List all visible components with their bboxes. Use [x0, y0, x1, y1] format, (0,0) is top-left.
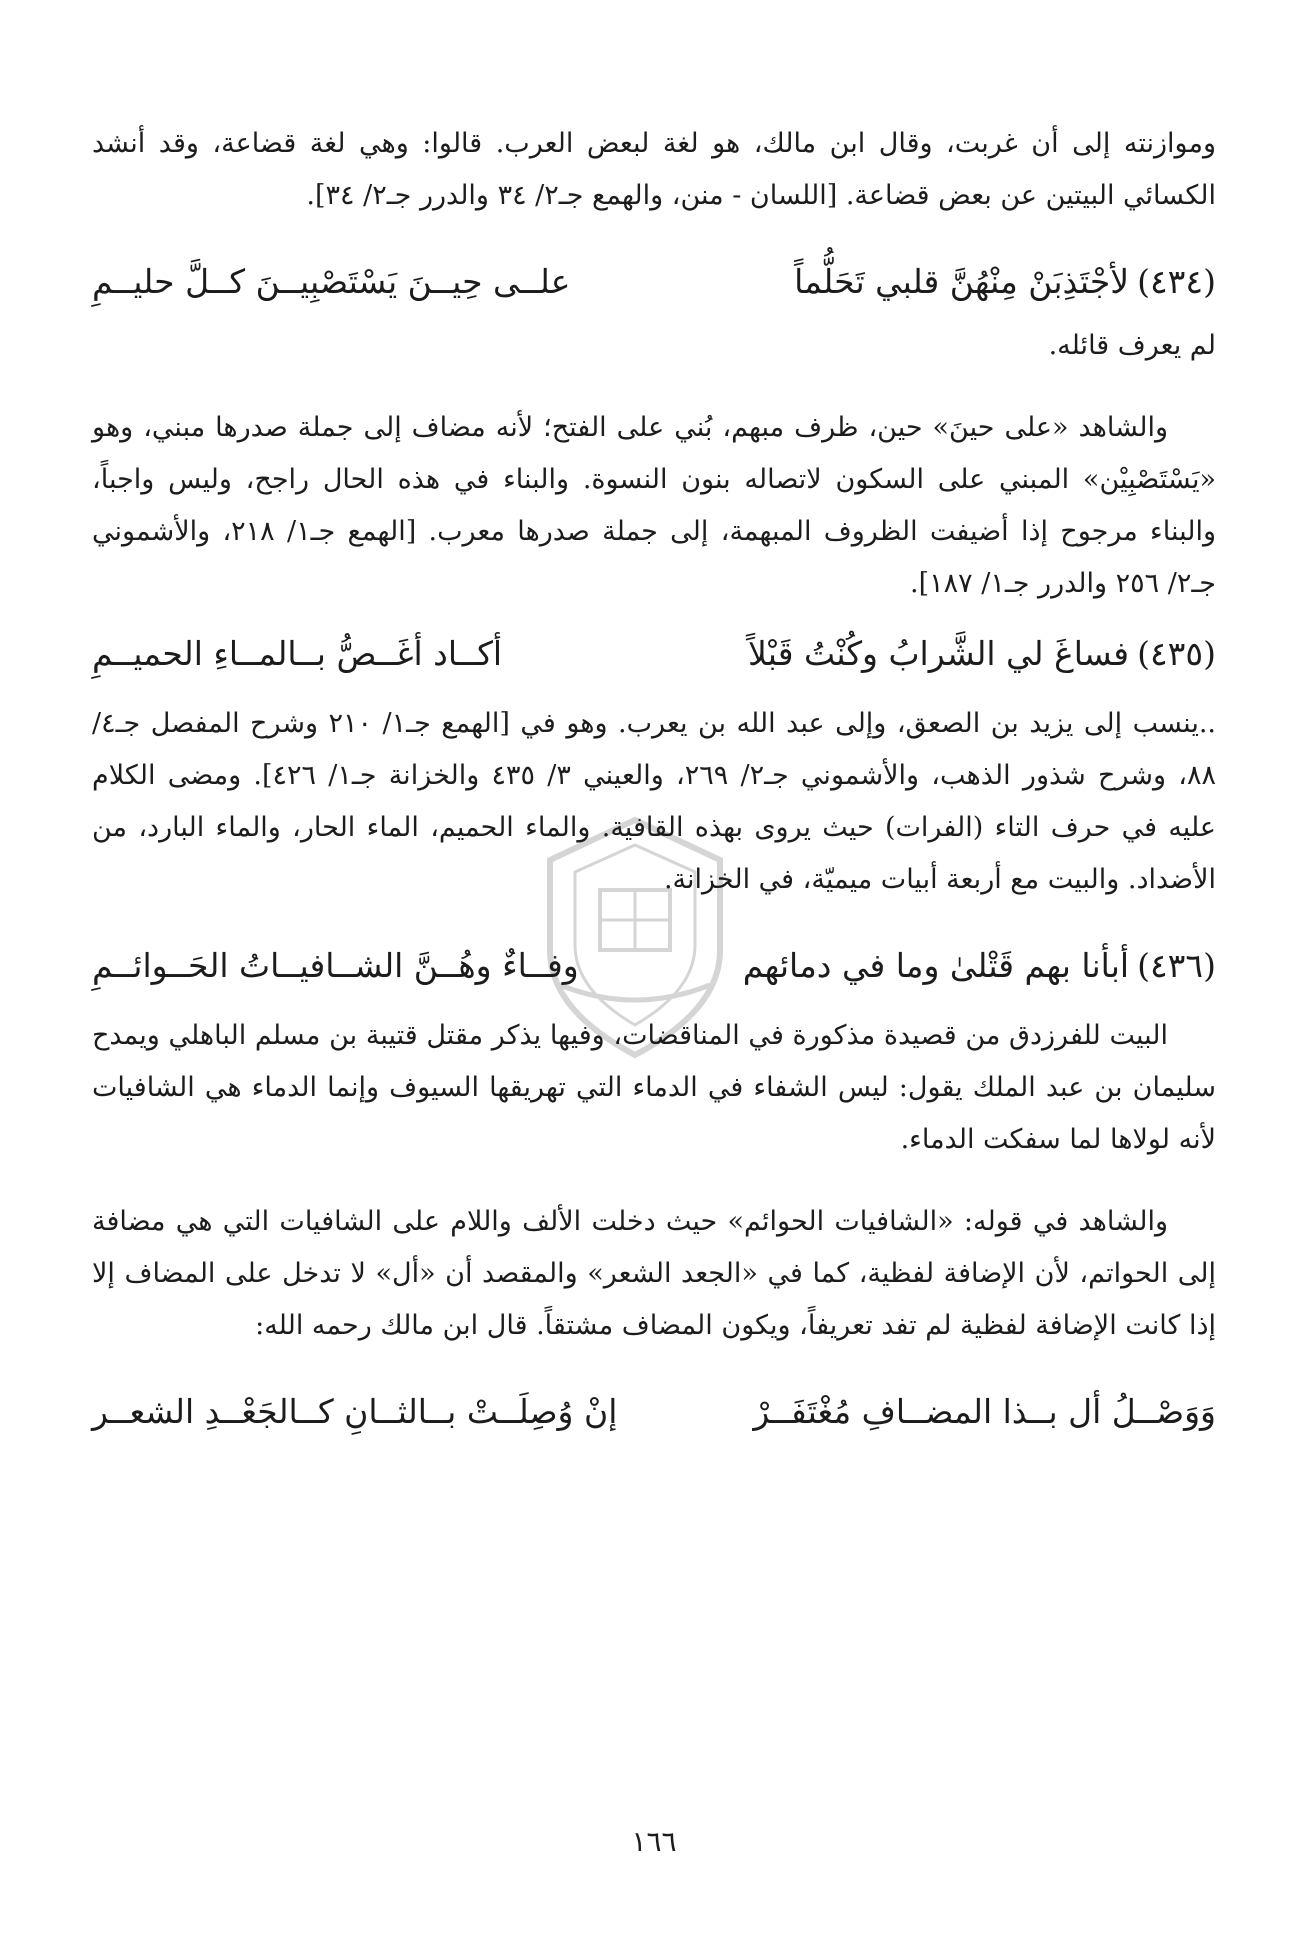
verse-436-number: (٤٣٦)	[1137, 946, 1216, 985]
alfiya-verse	[92, 1382, 1216, 1442]
paragraph-434-commentary: والشاهد «على حينَ» حين، ظرف مبهم، بُني على الفتح؛ لأنه مضاف إلى جملة صدرها مبني، وهو «يَسْتَصْبِيْن» المبني على السكون لاتصاله بنون النسوة. والبناء في هذه الحال راجح، وليس واجباً، والبناء مرجوح إذا أضيفت الظروف المبهمة، إلى جملة صدرها معرب. [الهمع جـ١/ ٢١٨، والأشموني جـ٢/ ٢٥٦ والدرر جـ١/ ١٨٧].	[92, 412, 1217, 599]
paragraph-436-commentary: البيت للفرزدق من قصيدة مذكورة في المناقضات، وفيها يذكر مقتل قتيبة بن مسلم الباهلي ويمدح سليمان بن عبد الملك يقول: ليس الشفاء في الدماء التي تهريقها السيوف وإنما الدماء هي الشافيات لأنه لولاها لما سفكت الدماء.	[92, 1020, 1216, 1155]
verse-434-second-hemistich: علــى حِيــنَ يَسْتَصْبِيــنَ كــلَّ حليــمِ	[92, 262, 571, 301]
verse-435-first-text: فساغَ لي الشَّرابُ وكُنْتُ قَبْلاً	[748, 634, 1130, 673]
alfiya-second-hemistich: إنْ وُصِلَــتْ بــالثــانِ كــالجَعْــدِ الشعــر	[92, 1392, 618, 1431]
verse-434-first-text: لأجْتَذِبَنْ مِنْهُنَّ قلبي تَحَلُّماً	[794, 262, 1130, 301]
verse-434-number: (٤٣٤)	[1137, 262, 1216, 301]
verse-436-second-hemistich: وفــاءٌ وهُــنَّ الشــافيــاتُ الحَــوائــمِ	[92, 946, 579, 985]
verse-435-number: (٤٣٥)	[1137, 634, 1216, 673]
verse-434-attribution: لم يعرف قائله.	[1048, 330, 1216, 361]
paragraph-436-witness: والشاهد في قوله: «الشافيات الحوائم» حيث دخلت الألف واللام على الشافيات التي هي مضافة إلى الحواتم، لأن الإضافة لفظية، كما في «الجعد الشعر» والمقصد أن «أل» لا تدخل على المضاف إلا إذا كانت الإضافة لفظية لم تفد تعريفاً، ويكون المضاف مشتقاً. قال ابن مالك رحمه الله:	[92, 1206, 1216, 1341]
paragraph-intro: وموازنته إلى أن غربت، وقال ابن مالك، هو لغة لبعض العرب. قالوا: وهي لغة قضاعة، وقد أنشد الكسائي البيتين عن بعض قضاعة. [اللسان - منن، والهمع جـ٢/ ٣٤ والدرر جـ٢/ ٣٤].	[92, 128, 1216, 211]
page-number: ١٦٦	[631, 1825, 677, 1858]
verse-436-first-hemistich	[743, 936, 1216, 996]
verse-435-second-hemistich: أكــاد أغَــصُّ بــالمــاءِ الحميــمِ	[92, 634, 503, 673]
verse-434-first-hemistich	[794, 252, 1216, 312]
verse-435-first-hemistich	[748, 624, 1216, 684]
verse-436-first-text: أبأنا بهم قَتْلىٰ وما في دمائهم	[742, 946, 1130, 985]
verse-435	[92, 624, 1216, 684]
verse-434	[92, 252, 1216, 312]
alfiya-first-hemistich: وَوَصْــلُ أل بــذا المضــافِ مُغْتَفَــرْ	[753, 1392, 1216, 1431]
page-content	[92, 118, 1216, 1442]
verse-436	[92, 936, 1216, 996]
paragraph-435-commentary: ..ينسب إلى يزيد بن الصعق، وإلى عبد الله بن يعرب. وهو في [الهمع جـ١/ ٢١٠ وشرح المفصل جـ٤/ ٨٨، وشرح شذور الذهب، والأشموني جـ٢/ ٢٦٩، والعيني ٣/ ٤٣٥ والخزانة جـ١/ ٤٢٦]. ومضى الكلام عليه في حرف التاء (الفرات) حيث يروى بهذه القافية. والماء الحميم، الماء الحار، والماء البارد، من الأضداد. والبيت مع أربعة أبيات ميميّة، في الخزانة.	[92, 708, 1216, 895]
